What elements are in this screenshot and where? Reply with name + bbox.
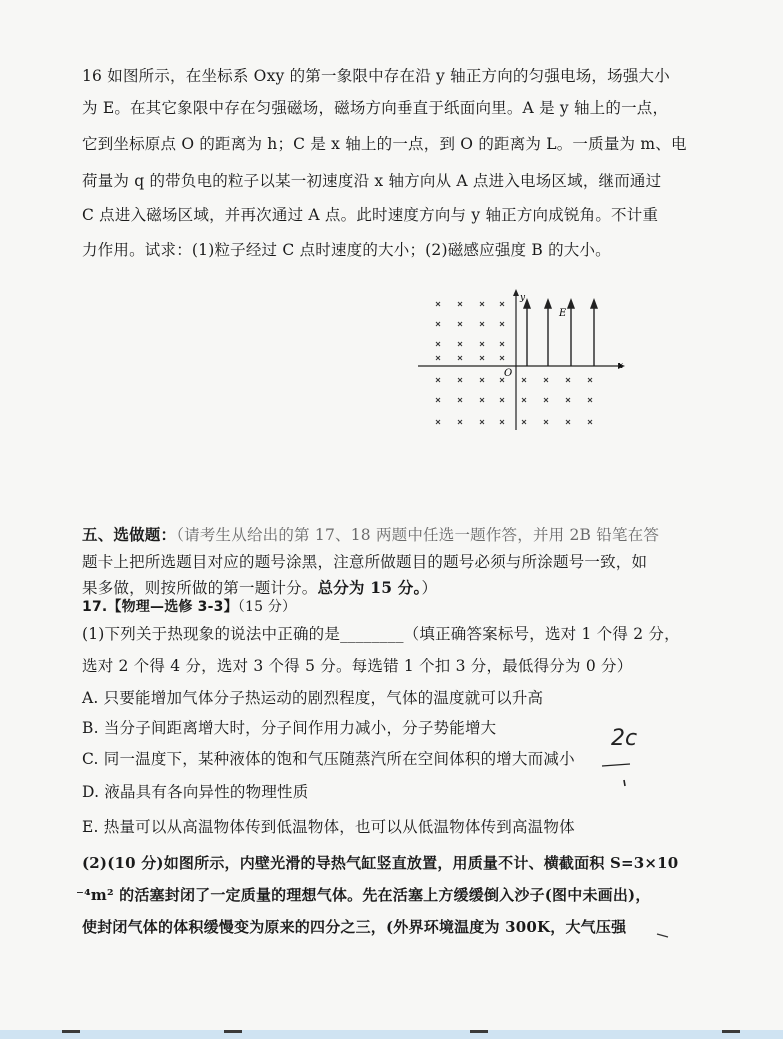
field-cross-mark (480, 322, 484, 326)
field-cross-mark (436, 302, 440, 306)
handwritten-tick (656, 932, 670, 940)
field-cross-mark (480, 356, 484, 360)
field-cross-mark (436, 356, 440, 360)
field-cross-mark (500, 302, 504, 306)
section5-line-1 (82, 523, 659, 545)
figure-label-x: x (618, 361, 624, 371)
q16-line-2: 为 E。在其它象限中存在匀强磁场，磁场方向垂直于纸面向里。A 是 y 轴上的一点， (82, 99, 669, 117)
field-cross-mark (500, 420, 504, 424)
field-cross-mark (566, 398, 570, 402)
field-cross-mark (480, 302, 484, 306)
q17-p2-line-3: 使封闭气体的体积缓慢变为原来的四分之三，(外界环境温度为 300K，大气压强 (82, 918, 627, 936)
q16-line-3: 它到坐标原点 O 的距离为 h；C 是 x 轴上的一点，到 O 的距离为 L。一质量为 m、电 (82, 135, 687, 153)
section5-note-1: （请考生从给出的第 17、18 两题中任选一题作答，并用 2B 铅笔在答 (176, 526, 660, 544)
field-cross-mark (436, 378, 440, 382)
field-cross-mark (436, 398, 440, 402)
field-cross-mark (522, 420, 526, 424)
edge-mark (224, 1030, 242, 1033)
q16-figure (418, 288, 638, 433)
edge-mark (722, 1030, 740, 1033)
section5-heading: 五、选做题： (82, 526, 177, 544)
field-cross-mark (458, 378, 462, 382)
field-cross-mark (500, 322, 504, 326)
field-cross-mark (566, 420, 570, 424)
figure-label-o: O (504, 368, 513, 379)
handwritten-mark: 2c (611, 726, 638, 751)
edge-mark (62, 1030, 80, 1033)
q17-title: 17.【物理—选修 3-3】 (82, 599, 238, 615)
field-cross-mark (522, 378, 526, 382)
bottom-edge-strip (0, 1030, 783, 1039)
field-cross-mark (522, 398, 526, 402)
field-cross-mark (544, 398, 548, 402)
section5-note-3a: 果多做，则按所做的第一题计分。 (82, 579, 318, 597)
field-cross-mark (500, 356, 504, 360)
field-cross-mark (458, 342, 462, 346)
field-cross-mark (458, 356, 462, 360)
field-cross-mark (480, 378, 484, 382)
section5-note-2: 题卡上把所选题目对应的题号涂黑，注意所做题目的题号必须与所涂题号一致，如 (82, 553, 648, 571)
handwritten-strokes (600, 750, 640, 790)
field-cross-mark (458, 420, 462, 424)
field-cross-mark (480, 342, 484, 346)
q17-p1-instructions: （填正确答案标号，选对 1 个得 2 分， (403, 625, 680, 643)
field-cross-mark (458, 302, 462, 306)
field-cross-mark (500, 398, 504, 402)
field-cross-mark (436, 342, 440, 346)
field-cross-mark (588, 378, 592, 382)
q16-line-6: 力作用。试求：(1)粒子经过 C 点时速度的大小；(2)磁感应强度 B 的大小。 (82, 241, 611, 259)
q17-option-a: A. 只要能增加气体分子热运动的剧烈程度，气体的温度就可以升高 (82, 689, 544, 707)
field-cross-mark (566, 378, 570, 382)
y-axis-arrow (513, 289, 519, 296)
field-cross-mark (480, 420, 484, 424)
q17-option-d: D. 液晶具有各向异性的物理性质 (82, 783, 309, 801)
field-cross-mark (458, 398, 462, 402)
q17-option-b: B. 当分子间距离增大时，分子间作用力减小，分子势能增大 (82, 719, 497, 737)
field-cross-mark (500, 342, 504, 346)
q17-answer-blank: ________ (340, 625, 404, 643)
q17-option-e: E. 热量可以从高温物体传到低温物体，也可以从低温物体传到高温物体 (82, 818, 575, 836)
field-cross-mark (544, 378, 548, 382)
section5-line-3 (82, 576, 437, 598)
q17-p1-stem: (1)下列关于热现象的说法中正确的是 (82, 625, 341, 643)
section5-line-2 (82, 550, 647, 572)
q16-line-1: 16 如图所示，在坐标系 Oxy 的第一象限中存在沿 y 轴正方向的匀强电场，场强大小 (82, 67, 670, 85)
section5-total: 总分为 15 分。 (317, 578, 422, 597)
figure-label-y: y (520, 293, 526, 303)
q17-points: （15 分） (237, 599, 297, 615)
field-cross-mark (588, 398, 592, 402)
q17-title-line (82, 596, 296, 616)
field-cross-mark (436, 420, 440, 424)
q17-p2-line-2: ⁻⁴m² 的活塞封闭了一定质量的理想气体。先在活塞上方缓缓倒入沙子(图中未画出)， (76, 886, 651, 904)
field-cross-mark (480, 398, 484, 402)
field-cross-mark (458, 322, 462, 326)
q17-option-c: C. 同一温度下，某种液体的饱和气压随蒸汽所在空间体积的增大而减小 (82, 750, 575, 768)
field-cross-mark (436, 322, 440, 326)
q17-p2-line-1: (2)(10 分)如图所示，内壁光滑的导热气缸竖直放置，用质量不计、横截面积 S=3×10 (82, 854, 679, 872)
magnetic-field-crosses (436, 302, 592, 424)
field-cross-mark (588, 420, 592, 424)
q17-p1-line-1 (82, 622, 680, 644)
q17-p1-line-2: 选对 2 个得 4 分，选对 3 个得 5 分。每选错 1 个扣 3 分，最低得分为 0 分） (82, 657, 633, 675)
edge-mark (470, 1030, 488, 1033)
q16-line-5: C 点进入磁场区域，并再次通过 A 点。此时速度方向与 y 轴正方向成锐角。不计重 (82, 206, 659, 224)
section5-note-3c: ） (421, 579, 438, 597)
figure-label-e: E (559, 308, 567, 319)
q16-line-4: 荷量为 q 的带负电的粒子以某一初速度沿 x 轴方向从 A 点进入电场区域，继而通过 (82, 172, 662, 190)
field-cross-mark (544, 420, 548, 424)
